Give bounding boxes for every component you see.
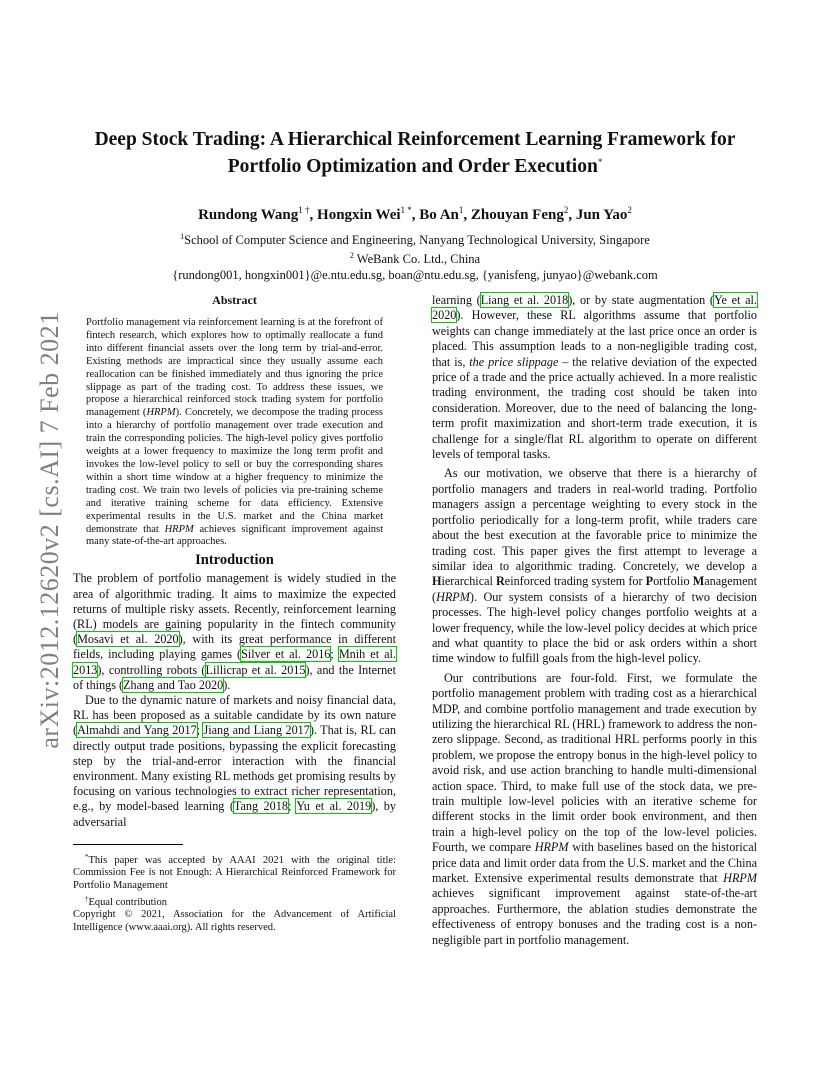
paper-title: [80, 128, 750, 178]
citation-link[interactable]: Mnih et al. 2013: [73, 647, 396, 677]
text-span: learning (: [432, 293, 481, 307]
hrpm-term: HRPM: [534, 840, 569, 855]
hrpm-term: HRPM: [723, 871, 757, 886]
author-name: Bo An: [419, 207, 459, 223]
author-affil-mark: 1 †: [298, 205, 310, 215]
footnote-divider: [73, 844, 183, 845]
intro-paragraph-1: The problem of portfolio management is widely studied in the area of algorithmic trading. It aims to maximize the expected returns of multiple risky assets. Recently, reinforcement learning (RL) models are gaining popularity in the fintech community (Mosavi et al. 2020), with its great performance in different fields, including playing games (Silver et al. 2016; Mnih et al. 2013), controlling robots (Lillicrap et al. 2015), and the Internet of things (Zhang and Tao 2020).: [73, 571, 397, 692]
emphasis-text: the price slippage: [469, 354, 559, 369]
citation-link[interactable]: Silver et al. 2016: [241, 647, 331, 662]
citation-link[interactable]: Liang et al. 2018: [480, 293, 569, 307]
affiliations: [80, 229, 750, 283]
abstract-hrpm: HRPM: [164, 523, 194, 535]
section-heading-introduction: Introduction: [195, 552, 274, 569]
footnote-text: Equal contribution: [88, 896, 167, 908]
abstract-span: Portfolio management via reinforcement learning is at the forefront of fintech research, which explores how to optimally reallocate a fund into different financial assets over the long term by trial-and-error. Existing methods are impractical since they usually assume each reallocation can be finished immediately and thus ignoring the price slippage as part of the trading cost. To address these issues, we propose a hierarchical reinforced stock trading system for portfolio management (: [86, 317, 383, 419]
title-footnote-mark: *: [597, 157, 603, 167]
author-separator: ,: [309, 207, 318, 223]
bold-initial: P: [645, 574, 654, 589]
citation-link[interactable]: Mosavi et al. 2020: [77, 632, 179, 647]
text-span: ), and the Internet of things (: [73, 662, 396, 692]
title-line-2: Portfolio Optimization and Order Execution: [227, 156, 598, 177]
citation-link[interactable]: Jiang and Liang 2017: [203, 723, 310, 738]
citation-link[interactable]: Zhang and Tao 2020: [123, 677, 224, 692]
citation-link[interactable]: Tang 2018: [233, 799, 288, 814]
author-separator: ,: [568, 207, 576, 223]
affiliation-2: [80, 248, 750, 267]
citation-link[interactable]: Yu et al. 2019: [296, 799, 372, 814]
bold-initial: M: [692, 574, 705, 589]
text-span: Due to the dynamic nature of markets and noisy financial data, RL has been proposed as a suitable candidate by its own nature (: [73, 692, 396, 738]
text-span: anagement (: [432, 574, 758, 604]
bold-initial: H: [432, 574, 442, 589]
affiliation-mark: 1: [180, 232, 185, 241]
text-span: ortfolio: [653, 574, 693, 589]
text-span: – the relative deviation of the expected price of a trade and the price actually achieved. In a more realistic trading environment, the trading cost should be taken into consideration. Moreover, due to the need of balancing the long-term profit maximization and short-term trade execution, it is challenge for a single/flat RL algorithm to operate on different levels of temporal tasks.: [432, 354, 758, 462]
text-span: ). That is, RL can directly output trade positions, bypassing the explicit forecasting step by the trial-and-error interaction with the financial environment. Many existing RL methods get promising results by focusing on various technologies to extract richer representation, e.g., by model-based learning (: [73, 723, 396, 814]
text-span: Our contributions are four-fold. First, we formulate the portfolio management problem with trading cost as a hierarchical MDP, and combine portfolio management and trade execution by utilizing the hierarchical RL (HRL) framework to address the non-zero slippage. Second, as traditional HRL performs poorly in this problem, we propose the entropy bonus in the high-level policy to avoid risk, and use action branching to handle multi-dimensional action space. Third, to make full use of the stock data, we pre-train multiple low-level policies with an iterative scheme for different stocks in the limit order book environment, and then train a high-level policy on the top of the low-level policies. Fourth, we compare: [432, 670, 757, 855]
footnote-text: This paper was accepted by AAAI 2021 with the original title: Commission Fee is not Enough: A Hierarchical Reinforced Framework for Portfolio Management: [73, 854, 396, 891]
text-span: ), or by state augmentation (: [568, 293, 714, 307]
copyright-notice: Copyright © 2021, Association for the Advancement of Artificial Intelligence (www.aaai.org). All rights reserved.: [73, 909, 396, 933]
text-span: achieves significant improvement against state-of-the-art approaches. Furthermore, the ablation studies demonstrate the effectiveness of entropy bonuses and the trading cost is a non-negligible part in portfolio management.: [432, 886, 757, 947]
author-affil-mark: 1 *: [400, 205, 412, 215]
arxiv-side-stamp: [30, 300, 70, 760]
footnote-2: [73, 893, 396, 910]
right-column: [432, 293, 757, 948]
abstract-hrpm: HRPM: [146, 407, 176, 419]
abstract-span: ). Concretely, we decompose the trading process into a hierarchy of portfolio management over trade execution and train the corresponding policies. The high-level policy gives portfolio weights at a lower frequency to maximize the long term profit and invokes the low-level policy to sell or buy the corresponding shares within a short time window at a higher frequency to minimize the trading cost. We train two levels of policies via pre-training scheme and iterative training scheme for data efficiency. Extensive experimental results in the U.S. market and the China market demonstrate that: [86, 407, 384, 535]
author-affil-mark: 2: [627, 205, 632, 215]
right-paragraph-1: [432, 293, 757, 462]
text-span: ), by adversarial: [73, 799, 396, 829]
text-span: ).: [223, 677, 231, 692]
abstract-text: [86, 317, 383, 549]
author-name: Rundong Wang: [198, 207, 299, 223]
author-separator: ,: [411, 207, 420, 223]
right-paragraph-3: [432, 671, 757, 948]
footnote-mark: *: [85, 852, 89, 861]
text-span: ierarchical: [441, 574, 496, 589]
text-span: ), with its great performance in different fields, including playing games (: [73, 632, 397, 662]
author-name: Hongxin Wei: [317, 207, 401, 223]
citation-link[interactable]: Almahdi and Yang 2017: [77, 723, 197, 738]
affiliation-text: WeBank Co. Ltd., China: [353, 252, 481, 266]
text-span: ), controlling robots (: [97, 662, 206, 677]
citation-link[interactable]: Lillicrap et al. 2015: [205, 662, 306, 677]
text-span: ). However, these RL algorithms assume that portfolio weights can change immediately at the last price once an order is placed. This assumption leads to a non-negligible trading cost, that is,: [432, 308, 757, 369]
author-name: Jun Yao: [575, 207, 628, 223]
citation-link[interactable]: Ye et al. 2020: [432, 293, 757, 323]
left-column: [73, 293, 396, 934]
author-name: Zhouyan Feng: [470, 207, 564, 223]
arxiv-identifier: arXiv:2012.12620v2 [cs.AI] 7 Feb 2021: [35, 311, 64, 749]
intro-paragraph-2: Due to the dynamic nature of markets and noisy financial data, RL has been proposed as a suitable candidate by its own nature (Almahdi and Yang 2017; Jiang and Liang 2017). That is, RL can directly output trade positions, bypassing the explicit forecasting step by the trial-and-error interaction with the financial environment. Many existing RL methods get promising results by focusing on various technologies to extract richer representation, e.g., by model-based learning (Tang 2018; Yu et al. 2019), by adversarial: [73, 692, 396, 829]
abstract-span: achieves significant improvement against many state-of-the-art approaches.: [86, 523, 384, 548]
right-paragraph-2: [432, 466, 757, 666]
author-list: [80, 205, 750, 224]
text-span: The problem of portfolio management is widely studied in the area of algorithmic trading. It aims to maximize the expected returns of multiple risky assets. Recently, reinforcement learning (RL) models are gaining popularity in the fintech community (: [73, 571, 396, 647]
text-span: einforced trading system for: [504, 574, 646, 589]
text-span: with baselines based on the historical price data and limit order data from the U.S. market and the China market. Extensive experimental results demonstrate that: [432, 840, 757, 886]
bold-initial: R: [495, 574, 505, 589]
affiliation-1: [80, 229, 750, 248]
affiliation-mark: 2: [349, 251, 354, 260]
author-separator: ,: [463, 207, 471, 223]
footnote-1: [73, 851, 396, 893]
hrpm-term: HRPM: [436, 589, 470, 604]
author-affil-mark: 2: [563, 205, 569, 215]
affiliation-text: School of Computer Science and Engineering, Nanyang Technological University, Singapore: [184, 233, 650, 247]
footnote-mark: †: [85, 894, 89, 903]
text-span: As our motivation, we observe that there is a hierarchy of portfolio managers and traders in real-world trading. Portfolio managers assign a percentage weighting to every stock in the portfolio periodically for a long-term profit, while traders care about the best execution at the favorable price to minimize the trading cost. This paper gives the first attempt to leverage a similar idea to algorithmic trading. Concretely, we develop a: [432, 466, 757, 573]
author-emails: {rundong001, hongxin001}@e.ntu.edu.sg, boan@ntu.edu.sg, {yanisfeng, junyao}@webank.com: [172, 268, 658, 282]
text-span: ). Our system consists of a hierarchy of two decision processes. The high-level policy changes portfolio weights at a lower frequency, while the low-level policy decides at which price and what quantity to place the bid or ask orders within a short time window to fulfill goals from the high-level policy.: [432, 589, 757, 666]
abstract-heading: Abstract: [212, 293, 257, 307]
author-affil-mark: 1: [458, 205, 464, 215]
title-line-1: Deep Stock Trading: A Hierarchical Reinforcement Learning Framework for: [94, 129, 736, 150]
